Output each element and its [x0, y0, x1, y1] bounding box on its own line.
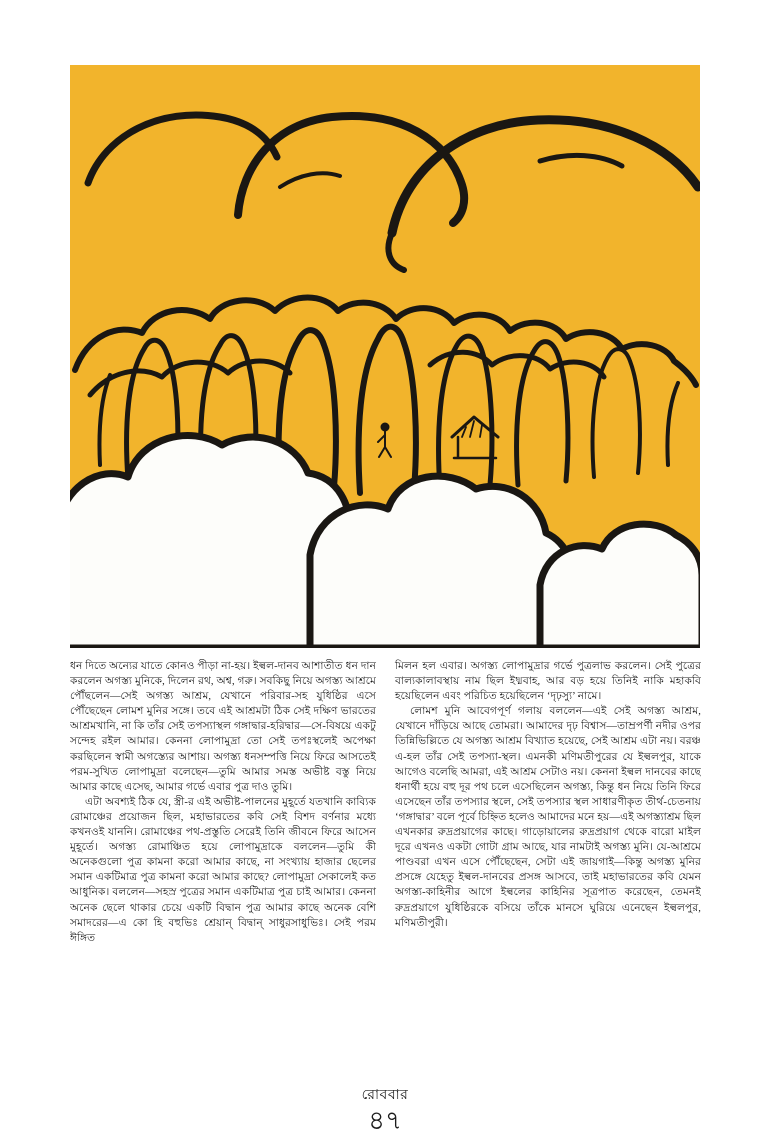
paragraph: ধন দিতে অন্যের যাতে কোনও পীড়া না-হয়। ইল্বল-দানব আশাতীত ধন দান করলেন অগস্ত্য মুনিকে, দিলেন রথ, অশ্ব, গরু। সবকিছু নিয়ে অগস্ত্য আশ্রমে পৌঁছলেন—সেই অগস্ত্য আশ্রম, যেখানে পরিবার-সহ যুধিষ্ঠির এসে পৌঁছেছেন লোমশ মুনির সঙ্গে। তবে এই আশ্রমটা ঠিক সেই দক্ষিণ ভারতের আশ্রমখানি, না কি তাঁর সেই তপস্যাস্থল গঙ্গাদ্বার-হরিদ্বার—সে-বিষয়ে একটু সন্দেহ রইল আমার। কেননা লোপামুদ্রা তো সেই তপঃস্থলেই অপেক্ষা করছিলেন স্বামী অগস্ত্যের আশায়। অগস্ত্য ধনসম্পত্তি নিয়ে ফিরে আসতেই পরম-সুখিত লোপামুদ্রা বলেছেন—তুমি আমার সমস্ত অভীষ্ট বস্তু নিয়ে আমার কাছে এসেছ, আমার গর্ভে এবার পুত্র দাও তুমি। — [70, 661, 376, 793]
article-body — [70, 659, 701, 1083]
page-footer — [0, 1083, 770, 1135]
text-column-left — [70, 659, 376, 1083]
paragraph: এটা অবশ্যই ঠিক যে, স্ত্রী-র এই অভীষ্ট-পালনের মুহূর্তে যতখানি কাব্যিক রোমাঞ্চের প্রয়োজন ছিল, মহাভারতের কবি সেই বিশদ বর্ণনার মধ্যে কখনওই যাননি। রোমাঞ্চের পথ-প্রস্তুতি সেরেই তিনি জীবনে ফিরে আসেন মুহূর্তে। অগস্ত্য রোমাঞ্চিত হয়ে লোপামুদ্রাকে বললেন—তুমি কী অনেকগুলো পুত্র কামনা করো আমার কাছে, না সংখ্যায় হাজার ছেলের সমান একটিমাত্র পুত্র কামনা করো আমার কাছে? লোপামুদ্রা সেকালেই কত আধুনিক। বললেন—সহস্র পুত্রের সমান একটিমাত্র পুত্র চাই আমার। কেননা অনেক ছেলে থাকার চেয়ে একটি বিদ্বান পুত্র আমার কাছে অনেক বেশি সমাদরের—এ কো হি বহুভিঃ শ্রেয়ান্ বিদ্বান্ সাধুরসাধুভিঃ। সেই পরম ঈঙ্গিত — [70, 796, 376, 944]
paragraph: মিলন হল এবার। অগস্ত্য লোপামুদ্রার গর্ভে পুত্রলাভ করলেন। সেই পুত্রের বাল্যকালাবস্থায় নাম ছিল ইধ্মবাহ, আর বড় হয়ে তিনিই নাকি মহাকবি হয়েছিলেন এবং পরিচিত হয়েছিলেন ‘দৃঢ়স্যু’ নামে। — [395, 661, 701, 703]
text-column-right — [395, 659, 701, 1083]
paragraph: লোমশ মুনি আবেগপূর্ণ গলায় বললেন—এই সেই অগস্ত্য আশ্রম, যেখানে দাঁড়িয়ে আছে তোমরা। আমাদের দৃঢ় বিশ্বাস—তাম্রপর্ণী নদীর ওপর তিন্নিভিল্লিতে যে অগস্ত্য আশ্রম বিখ্যাত হয়েছে, সেই আশ্রম এটা নয়। বরঞ্চ এ-হল তাঁর সেই তপস্যা-স্থল। এমনকী মণিমতীপুরের যে ইল্বলপুর, যাকে আগেও বলেছি আমরা, এই আশ্রম সেটাও নয়। কেননা ইল্বল দানবের কাছে ধনার্থী হয়ে বহু দূর পথ চলে এসেছিলেন অগস্ত্য, কিন্তু ধন নিয়ে তিনি ফিরে এসেছেন তাঁর তপস্যার স্থলে, সেই তপস্যার স্থল সাধারণীকৃত তীর্থ-চেতনায় ‘গঙ্গাদ্বার’ বলে পূর্বে চিহ্নিত হলেও আমাদের মনে হয়—এই অগস্ত্যাশ্রম ছিল এখনকার রুদ্রপ্রয়াগের কাছে। গাড়োয়ালের রুদ্রপ্রয়াগ থেকে বারো মাইল দূরে এখনও একটা গোটা গ্রাম আছে, যার নামটাই অগস্ত্য মুনি। যে-আশ্রমে পাণ্ডবরা এখন এসে পৌঁছেছেন, সেটা এই জায়গাই—কিন্তু অগস্ত্য মুনির প্রসঙ্গে যেহেতু ইল্বল-দানবের প্রসঙ্গ আসবে, তাই মহাভারতের কবি যেমন অগস্ত্য-কাহিনীর আগে ইল্বলের কাহিনির সূত্রপাত করেছেন, তেমনই রুদ্রপ্রয়াগে যুধিষ্ঠিরকে বসিয়ে তাঁকে মানসে ঘুরিয়ে এনেছেন ইল্বলপুর, মণিমতীপুরী। — [395, 706, 701, 929]
ink-illustration — [70, 65, 700, 648]
magazine-name: রোববার — [361, 1088, 409, 1103]
page-number: ৪৭ — [368, 1106, 402, 1135]
illustration — [70, 65, 700, 648]
